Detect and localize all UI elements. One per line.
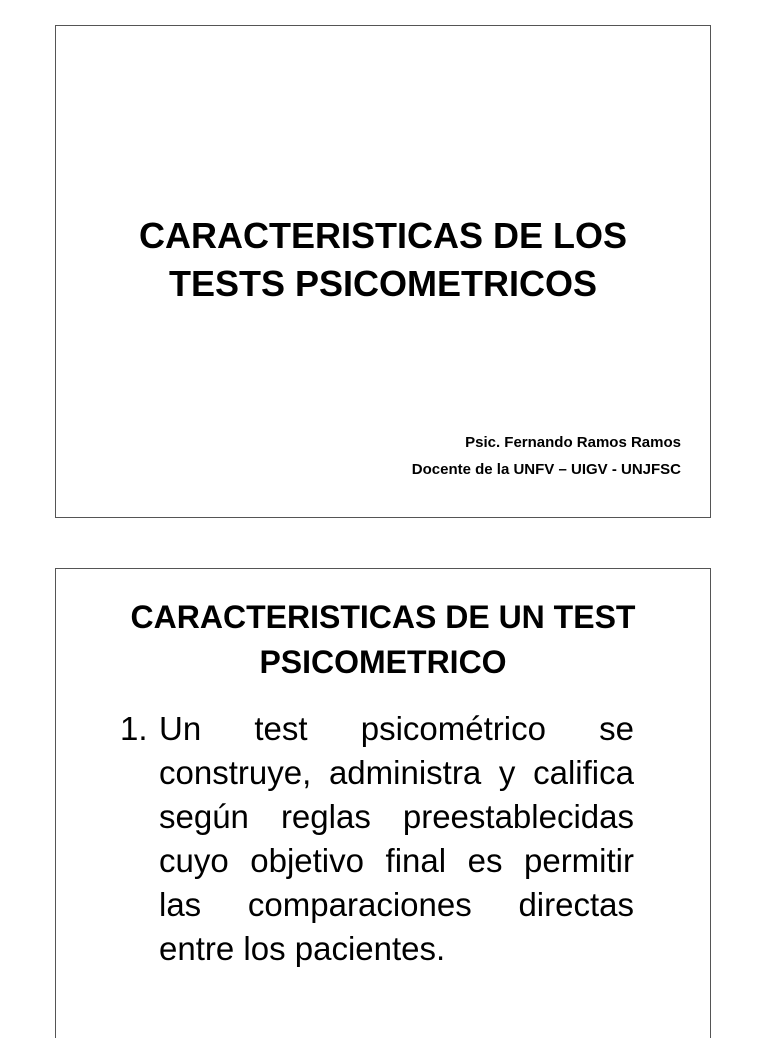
author-affiliation: Docente de la UNFV – UIGV - UNJFSC (411, 461, 681, 478)
list-item-number: 1. (120, 710, 148, 747)
author-name: Psic. Fernando Ramos Ramos (465, 434, 681, 451)
slide-2-title-line-1: CARACTERISTICAS DE UN TEST (130, 599, 636, 635)
slide-2-title (56, 595, 710, 685)
slide-2-title-line-2: PSICOMETRICO (259, 644, 507, 680)
numbered-list (120, 707, 634, 971)
slide-1-title-line-2: TESTS PSICOMETRICOS (168, 263, 598, 304)
list-item-text: Un test psicométrico se construye, administra y califica según reglas preestablecidas cuyo objetivo final es permitir las comparaciones directas entre los pacientes. (159, 710, 634, 967)
slide-1 (55, 25, 711, 518)
author-block (412, 429, 681, 483)
slide-1-title-line-1: CARACTERISTICAS DE LOS (138, 215, 628, 256)
slide-1-title (56, 212, 710, 308)
slide-2 (55, 568, 711, 1038)
list-item (120, 707, 634, 971)
